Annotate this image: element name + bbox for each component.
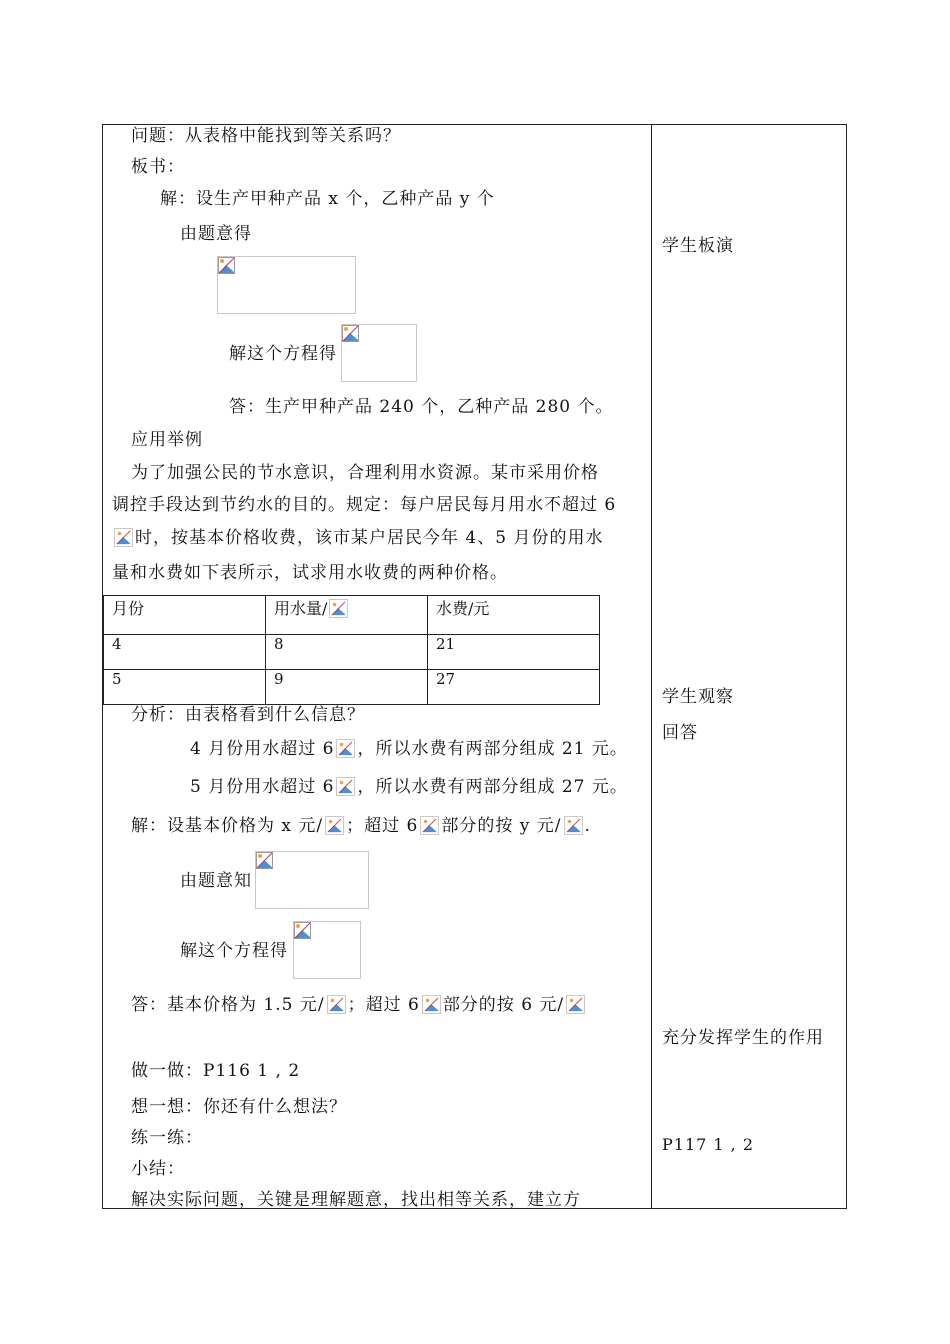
- broken-image-icon: [422, 995, 441, 1014]
- analysis-may: 5 月份用水超过 6 ，所以水费有两部分组成 27 元。: [190, 777, 628, 797]
- do-it-line: 做一做：P116 1 , 2: [131, 1061, 301, 1081]
- broken-image-icon: [342, 325, 359, 342]
- board-label: 板书：: [131, 157, 185, 177]
- solution-line-2: 解：设基本价格为 x 元/ ；超过 6 部分的按 y 元/ .: [131, 816, 591, 836]
- broken-image-icon: [564, 816, 583, 835]
- broken-image-icon: [336, 739, 355, 758]
- broken-image-icon: [336, 777, 355, 796]
- water-fee-table: [103, 595, 600, 705]
- broken-image-icon: [329, 599, 348, 618]
- table-header-usage: 用水量/: [266, 596, 428, 635]
- condition-label-1: 由题意得: [180, 224, 252, 244]
- broken-image-icon: [420, 816, 439, 835]
- note-answer: 回答: [662, 723, 698, 743]
- example-line-2: 调控手段达到节约水的目的。规定：每户居民每月用水不超过 6: [112, 495, 617, 515]
- equation-image-2: [255, 851, 369, 909]
- table-row: 5 9 27: [104, 670, 600, 705]
- note-exercise: P117 1 , 2: [662, 1135, 755, 1154]
- example-line-4: 量和水费如下表所示，试求用水收费的两种价格。: [112, 563, 508, 583]
- table-header-fee: 水费/元: [428, 596, 600, 635]
- analysis-april: 4 月份用水超过 6 ，所以水费有两部分组成 21 元。: [190, 739, 628, 759]
- solve-label-1: 解这个方程得: [229, 344, 337, 364]
- example-line-3: 时，按基本价格收费，该市某户居民今年 4、5 月份的用水: [112, 527, 603, 549]
- broken-image-icon: [327, 995, 346, 1014]
- summary-line-1: 解决实际问题，关键是理解题意，找出相等关系，建立方: [131, 1190, 581, 1210]
- answer-1: 答：生产甲种产品 240 个，乙种产品 280 个。: [229, 397, 614, 417]
- broken-image-icon: [218, 257, 235, 274]
- equation-image-1: [217, 256, 356, 314]
- column-divider: [651, 124, 652, 1209]
- broken-image-icon: [256, 852, 273, 869]
- think-line: 想一想：你还有什么想法？: [131, 1097, 347, 1117]
- broken-image-icon: [566, 995, 585, 1014]
- example-title: 应用举例: [131, 430, 203, 450]
- note-student-role: 充分发挥学生的作用: [662, 1028, 824, 1048]
- summary-label: 小结：: [131, 1159, 185, 1179]
- practice-line: 练一练：: [131, 1128, 203, 1148]
- solution-image-1: [341, 324, 417, 382]
- broken-image-icon: [294, 922, 311, 939]
- question-line: 问题：从表格中能找到等关系吗？: [131, 126, 401, 146]
- solve-label-2: 解这个方程得: [180, 941, 288, 961]
- note-student-board: 学生板演: [662, 236, 734, 256]
- analysis-question: 分析：由表格看到什么信息？: [131, 705, 365, 725]
- table-row: 4 8 21: [104, 635, 600, 670]
- solution-image-2: [293, 921, 361, 979]
- answer-2: 答：基本价格为 1.5 元/ ；超过 6 部分的按 6 元/: [131, 994, 587, 1016]
- example-line-1: 为了加强公民的节水意识，合理利用水资源。某市采用价格: [131, 463, 599, 483]
- table-header-month: 月份: [104, 596, 266, 635]
- note-student-observe: 学生观察: [662, 687, 734, 707]
- solution-line-1: 解：设生产甲种产品 x 个，乙种产品 y 个: [160, 189, 495, 209]
- condition-label-2: 由题意知: [180, 871, 252, 891]
- broken-image-icon: [325, 816, 344, 835]
- broken-image-icon: [114, 528, 133, 547]
